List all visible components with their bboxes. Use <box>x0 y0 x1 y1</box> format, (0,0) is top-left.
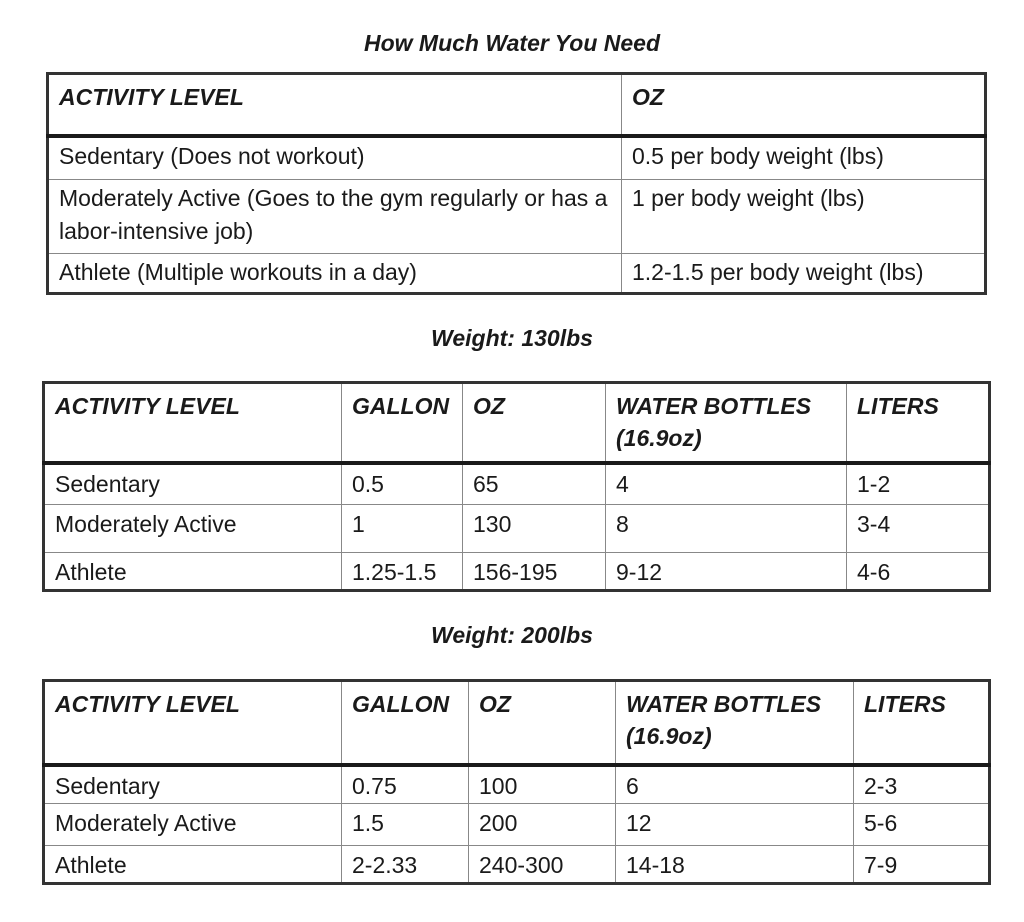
water-needs-table <box>46 72 987 295</box>
weight-200-table <box>42 679 991 885</box>
table-row <box>44 845 990 883</box>
table-row <box>44 803 990 845</box>
table-cell: 1-2 <box>847 463 990 505</box>
column-header: GALLON <box>342 383 463 463</box>
table-cell: Moderately Active <box>44 803 342 845</box>
table-row <box>44 463 990 505</box>
table-cell: 240-300 <box>469 845 616 883</box>
table-row <box>48 136 986 180</box>
table-cell: 14-18 <box>616 845 854 883</box>
table-cell: Moderately Active <box>44 505 342 553</box>
table-cell: Athlete (Multiple workouts in a day) <box>48 254 622 294</box>
table-cell: 1.25-1.5 <box>342 553 463 591</box>
table-cell: 0.5 <box>342 463 463 505</box>
table-cell: 200 <box>469 803 616 845</box>
table-cell: Athlete <box>44 845 342 883</box>
weight-200-heading: Weight: 200lbs <box>431 622 593 648</box>
column-header: LITERS <box>847 383 990 463</box>
column-header: GALLON <box>342 681 469 765</box>
table-cell: 1 <box>342 505 463 553</box>
table-cell: Sedentary <box>44 463 342 505</box>
table-cell: 1 per body weight (lbs) <box>622 180 986 254</box>
table-header-row <box>44 383 990 463</box>
column-header: ACTIVITY LEVEL <box>44 383 342 463</box>
table-cell: Athlete <box>44 553 342 591</box>
table-row <box>48 254 986 294</box>
table-cell: 2-3 <box>854 765 990 804</box>
column-header: ACTIVITY LEVEL <box>44 681 342 765</box>
table-cell: 8 <box>606 505 847 553</box>
table-cell: 5-6 <box>854 803 990 845</box>
weight-130-table <box>42 381 991 592</box>
column-header: ACTIVITY LEVEL <box>48 74 622 136</box>
table-cell: 9-12 <box>606 553 847 591</box>
table-row <box>48 180 986 254</box>
column-header: OZ <box>469 681 616 765</box>
table-cell: Moderately Active (Goes to the gym regularly or has a labor-intensive job) <box>48 180 622 254</box>
table-header-row <box>44 681 990 765</box>
table-row <box>44 765 990 804</box>
table-cell: 0.5 per body weight (lbs) <box>622 136 986 180</box>
table-cell: 2-2.33 <box>342 845 469 883</box>
weight-130-heading: Weight: 130lbs <box>431 325 593 351</box>
table-header-row <box>48 74 986 136</box>
table-cell: Sedentary <box>44 765 342 804</box>
table-row <box>44 505 990 553</box>
column-header: OZ <box>463 383 606 463</box>
column-header: WATER BOTTLES (16.9oz) <box>616 681 854 765</box>
table-cell: 0.75 <box>342 765 469 804</box>
table-cell: 130 <box>463 505 606 553</box>
column-header: WATER BOTTLES (16.9oz) <box>606 383 847 463</box>
table-cell: 12 <box>616 803 854 845</box>
column-header: LITERS <box>854 681 990 765</box>
table-cell: 65 <box>463 463 606 505</box>
table-cell: 4 <box>606 463 847 505</box>
table-cell: Sedentary (Does not workout) <box>48 136 622 180</box>
table-cell: 7-9 <box>854 845 990 883</box>
table-cell: 156-195 <box>463 553 606 591</box>
table-cell: 6 <box>616 765 854 804</box>
table-cell: 100 <box>469 765 616 804</box>
table-cell: 4-6 <box>847 553 990 591</box>
column-header: OZ <box>622 74 986 136</box>
table-cell: 1.5 <box>342 803 469 845</box>
page-title: How Much Water You Need <box>363 30 661 56</box>
table-row <box>44 553 990 591</box>
table-cell: 3-4 <box>847 505 990 553</box>
table-cell: 1.2-1.5 per body weight (lbs) <box>622 254 986 294</box>
